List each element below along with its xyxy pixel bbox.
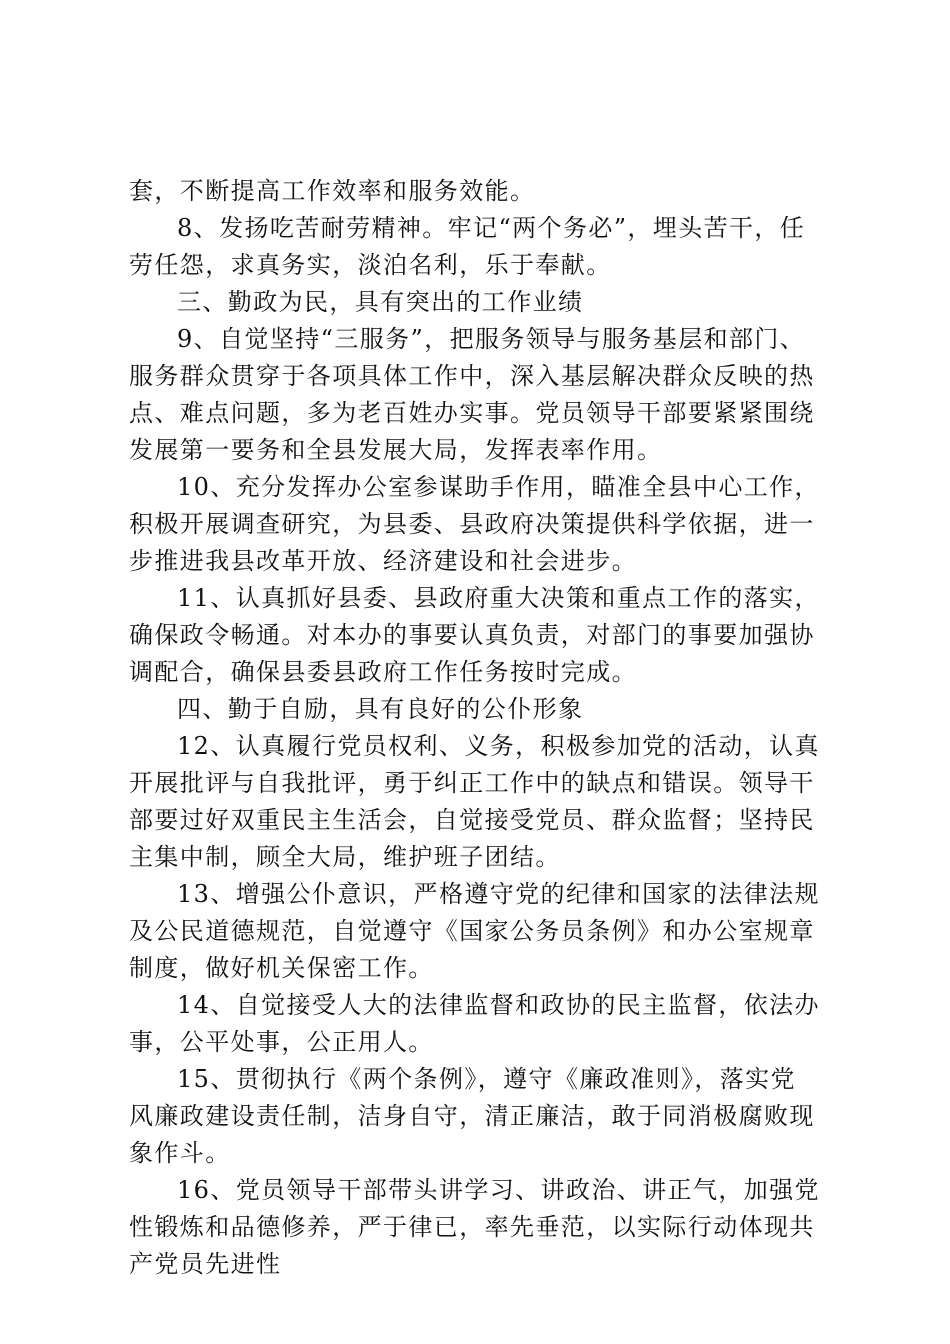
paragraph-14-start: 14、自觉接受人大的法律监督和政协的民主监督，依法办 — [177, 991, 820, 1019]
text-line: 事，公平处事，公正用人。 — [129, 1028, 434, 1056]
text-line: 劳任怨，求真务实，淡泊名利，乐于奉献。 — [129, 251, 612, 279]
paragraph-12-start: 12、认真履行党员权利、义务，积极参加党的活动，认真 — [177, 732, 820, 760]
text-line: 套，不断提高工作效率和服务效能。 — [129, 177, 536, 205]
text-line: 产党员先进性 — [129, 1250, 282, 1278]
text-line: 性锻炼和品德修养，严于律已，率先垂范，以实际行动体现共 — [129, 1213, 815, 1241]
text-line: 步推进我县改革开放、经济建设和社会进步。 — [129, 547, 637, 575]
text-line: 调配合，确保县委县政府工作任务按时完成。 — [129, 658, 637, 686]
document-body — [129, 173, 829, 1283]
text-line: 开展批评与自我批评，勇于纠正工作中的缺点和错误。领导干 — [129, 769, 815, 797]
paragraph-16-start: 16、党员领导干部带头讲学习、讲政治、讲正气，加强党 — [177, 1176, 820, 1204]
paragraph-13-start: 13、增强公仆意识，严格遵守党的纪律和国家的法律法规 — [177, 880, 820, 908]
paragraph-11-start: 11、认真抓好县委、县政府重大决策和重点工作的落实， — [177, 584, 820, 612]
text-line: 制度，做好机关保密工作。 — [129, 954, 434, 982]
paragraph-15-start: 15、贯彻执行《两个条例》，遵守《廉政准则》，落实党 — [177, 1065, 796, 1093]
text-line: 主集中制，顾全大局，维护班子团结。 — [129, 843, 561, 871]
text-line: 及公民道德规范，自觉遵守《国家公务员条例》和办公室规章 — [129, 917, 815, 945]
text-line: 部要过好双重民主生活会，自觉接受党员、群众监督；坚持民 — [129, 806, 815, 834]
section-heading-4: 四、勤于自励，具有良好的公仆形象 — [177, 695, 584, 723]
text-line: 服务群众贯穿于各项具体工作中，深入基层解决群众反映的热 — [129, 362, 815, 390]
paragraph-8-start: 8、发扬吃苦耐劳精神。牢记“两个务必”，埋头苦干，任 — [177, 214, 806, 242]
text-line: 积极开展调查研究，为县委、县政府决策提供科学依据，进一 — [129, 510, 815, 538]
paragraph-9-start: 9、自觉坚持“三服务”，把服务领导与服务基层和部门、 — [177, 325, 806, 353]
text-line: 点、难点问题，多为老百姓办实事。党员领导干部要紧紧围绕 — [129, 399, 815, 427]
text-line: 风廉政建设责任制，洁身自守，清正廉洁，敢于同消极腐败现 — [129, 1102, 815, 1130]
paragraph-10-start: 10、充分发挥办公室参谋助手作用，瞄准全县中心工作， — [177, 473, 820, 501]
text-line: 确保政令畅通。对本办的事要认真负责，对部门的事要加强协 — [129, 621, 815, 649]
text-line: 象作斗。 — [129, 1139, 231, 1167]
text-line: 发展第一要务和全县发展大局，发挥表率作用。 — [129, 436, 663, 464]
section-heading-3: 三、勤政为民，具有突出的工作业绩 — [177, 288, 584, 316]
